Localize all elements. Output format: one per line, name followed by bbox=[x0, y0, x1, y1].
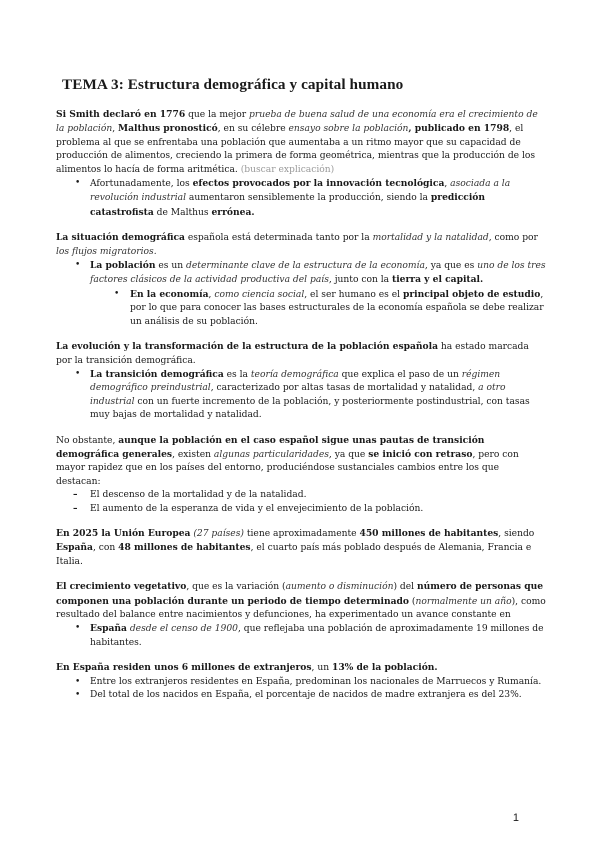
text: que la mejor bbox=[185, 110, 250, 120]
text-bold: errónea. bbox=[211, 206, 255, 218]
bullet-icon: • bbox=[75, 178, 81, 189]
text: No obstante, bbox=[56, 435, 119, 446]
text-italic: a otro industrial bbox=[90, 383, 506, 407]
text: , que reflejaba una población de aproximadamente 19 millones de habitantes. bbox=[90, 624, 544, 648]
text-bold: se inició con retraso bbox=[368, 448, 473, 460]
dash-icon: – bbox=[73, 490, 78, 501]
text-italic: desde el censo de 1900 bbox=[126, 624, 238, 635]
text-italic: teoría demográfica bbox=[250, 369, 339, 380]
text: , ya que es bbox=[424, 261, 478, 272]
text-bold: España bbox=[90, 623, 127, 635]
text-bold: principal objeto de estudio bbox=[402, 288, 541, 300]
text: , bbox=[112, 124, 119, 135]
list-item bbox=[56, 489, 546, 502]
text: , el cuarto país más poblado después de Alemania, Francia e Italia. bbox=[56, 543, 532, 567]
text-italic: los flujos migratorios. bbox=[56, 246, 157, 257]
text-italic: régimen demográfico preindustrial bbox=[90, 369, 501, 394]
bullet-list bbox=[56, 259, 546, 329]
bullet-icon: • bbox=[114, 288, 120, 299]
text-italic: prueba de buena salud de una economía era el crecimiento de la población bbox=[56, 110, 538, 135]
text-bold: aunque la población en el caso español sigue unas pautas de transición demográfica generales bbox=[56, 434, 485, 460]
text: , bbox=[208, 289, 215, 300]
bullet-list bbox=[56, 676, 546, 703]
text: es un bbox=[155, 261, 187, 272]
list-item bbox=[56, 177, 546, 220]
text-italic: como ciencia social bbox=[214, 289, 305, 300]
text: es la bbox=[223, 369, 251, 380]
text-italic: determinante clave de la estructura de la economía bbox=[186, 261, 425, 272]
text: aumentaron sensiblemente la producción, siendo la bbox=[186, 193, 431, 204]
paragraph-ue bbox=[56, 527, 546, 569]
page-title: TEMA 3: Estructura demográfica y capital humano bbox=[62, 76, 404, 93]
text: , el problema al que se enfrentaba una población que aumentaba a un ritmo mayor que su capacidad de producción de alimentos, creciendo la primera de forma geométrica, mientras que la producción de los alimentos lo hacía de forma aritmética. bbox=[56, 124, 536, 175]
text-italic: uno de los tres factores clásicos de la actividad productiva del país bbox=[90, 261, 546, 286]
text-bold: España bbox=[56, 542, 93, 554]
text: española está determinada tanto por la bbox=[184, 233, 373, 244]
text-bold: , publicado en 1798 bbox=[408, 123, 510, 135]
text-bold: Si Smith declaró en 1776 bbox=[56, 109, 186, 120]
text-bold: La evolución y la transformación de la estructura de la población española bbox=[56, 341, 438, 353]
list-item bbox=[56, 503, 546, 516]
text-bold: predicción catastrofista bbox=[90, 192, 486, 218]
text: , por lo que para conocer las bases estructurales de la economía española se debe realizar un análisis de su población. bbox=[130, 289, 544, 327]
text-bold: La transición demográfica bbox=[90, 368, 224, 380]
dash-icon: – bbox=[73, 503, 78, 514]
list-item bbox=[56, 689, 546, 702]
list-item bbox=[56, 368, 546, 423]
text: ha estado marcada por la transición demográfica. bbox=[56, 342, 529, 366]
text: , junto con la bbox=[328, 275, 392, 286]
text-bold: tierra y el capital. bbox=[391, 274, 484, 286]
text: , siendo bbox=[498, 528, 535, 539]
text-bold: Malthus pronosticó bbox=[118, 123, 218, 135]
text-bold: En 2025 la Unión Europea bbox=[56, 527, 191, 539]
text-bold: 450 millones de habitantes bbox=[359, 527, 499, 539]
text: , ya que bbox=[328, 449, 369, 460]
text-bold: 6 millones de extranjeros bbox=[181, 662, 312, 674]
paragraph-crecimiento bbox=[56, 580, 546, 622]
hint-note: (buscar explicación) bbox=[240, 164, 335, 175]
page-number: 1 bbox=[512, 812, 519, 824]
text: , el ser humano es el bbox=[304, 289, 403, 300]
dash-list bbox=[56, 489, 546, 516]
text-italic: algunas particularidades bbox=[213, 449, 329, 460]
text-italic: mortalidad y la natalidad bbox=[372, 233, 489, 244]
bullet-icon: • bbox=[75, 368, 81, 379]
text: , caracterizado por altas tasas de mortalidad y natalidad, bbox=[210, 383, 479, 394]
text: , un bbox=[311, 663, 332, 674]
bullet-list bbox=[56, 177, 546, 220]
text: con un fuerte incremento de la población, y posteriormente postindustrial, con tasas muy bajas de mortalidad y natalidad. bbox=[90, 396, 530, 421]
text: ) del bbox=[393, 582, 417, 593]
bullet-list bbox=[56, 622, 546, 650]
text: que explica el paso de un bbox=[338, 369, 462, 380]
text: ), como resultado del balance entre nacimientos y defunciones, ha experimentado un avance constante en bbox=[56, 596, 546, 620]
text-italic: ensayo sobre la población bbox=[288, 124, 409, 135]
text-bold: 48 millones de habitantes bbox=[118, 542, 251, 554]
text: , como por bbox=[488, 233, 538, 244]
text-italic: (27 países) bbox=[190, 528, 247, 539]
text: El aumento de la esperanza de vida y el envejecimiento de la población. bbox=[90, 503, 424, 514]
text-bold: número de personas que componen una población durante un periodo de tiempo determinado bbox=[56, 581, 544, 607]
bullet-icon: • bbox=[75, 260, 81, 271]
text: ( bbox=[409, 596, 416, 607]
text: , con bbox=[92, 543, 119, 554]
list-item bbox=[56, 259, 546, 288]
bullet-icon: • bbox=[75, 623, 81, 634]
bullet-list bbox=[56, 368, 546, 423]
text: , en su célebre bbox=[217, 124, 289, 135]
paragraph-smith-malthus bbox=[56, 108, 546, 177]
text: tiene aproximadamente bbox=[246, 528, 360, 539]
text: , pero con mayor rapidez que en los países del entorno, produciéndose sustanciales cambios entre los que destacan: bbox=[56, 449, 519, 487]
text-bold: En España residen unos bbox=[56, 662, 182, 674]
text-italic: asociada a la revolución industrial bbox=[90, 179, 511, 204]
text-bold: La población bbox=[90, 260, 156, 272]
text-bold: La situación demográfica bbox=[56, 232, 185, 244]
text-bold: efectos provocados por la innovación tecnológica bbox=[192, 178, 445, 190]
list-item bbox=[56, 622, 546, 650]
text-bold: En la economía bbox=[130, 288, 209, 300]
paragraph-situacion bbox=[56, 231, 546, 259]
text: El descenso de la mortalidad y de la natalidad. bbox=[90, 490, 307, 501]
text-italic: normalmente un año bbox=[415, 596, 512, 607]
list-item-nested bbox=[56, 288, 546, 329]
text-italic: aumento o disminución bbox=[285, 582, 394, 593]
paragraph-evolucion bbox=[56, 340, 546, 368]
paragraph-extranjeros bbox=[56, 661, 546, 675]
text-bold: El crecimiento vegetativo bbox=[56, 581, 187, 593]
list-item bbox=[56, 676, 546, 689]
text: , que es la variación ( bbox=[186, 582, 286, 593]
bullet-icon: • bbox=[75, 676, 81, 687]
text: de Malthus bbox=[153, 207, 212, 218]
text: Entre los extranjeros residentes en España, predominan los nacionales de Marruecos y Rumanía. bbox=[90, 676, 542, 687]
paragraph-no-obstante bbox=[56, 434, 546, 490]
text-bold: 13% de la población. bbox=[331, 662, 438, 674]
bullet-icon: • bbox=[75, 690, 81, 701]
text: Del total de los nacidos en España, el porcentaje de nacidos de madre extranjera es del 23%. bbox=[90, 690, 522, 701]
text: , bbox=[444, 179, 451, 190]
text: , existen bbox=[172, 449, 214, 460]
document-body bbox=[56, 108, 546, 702]
text: Afortunadamente, los bbox=[90, 179, 193, 190]
